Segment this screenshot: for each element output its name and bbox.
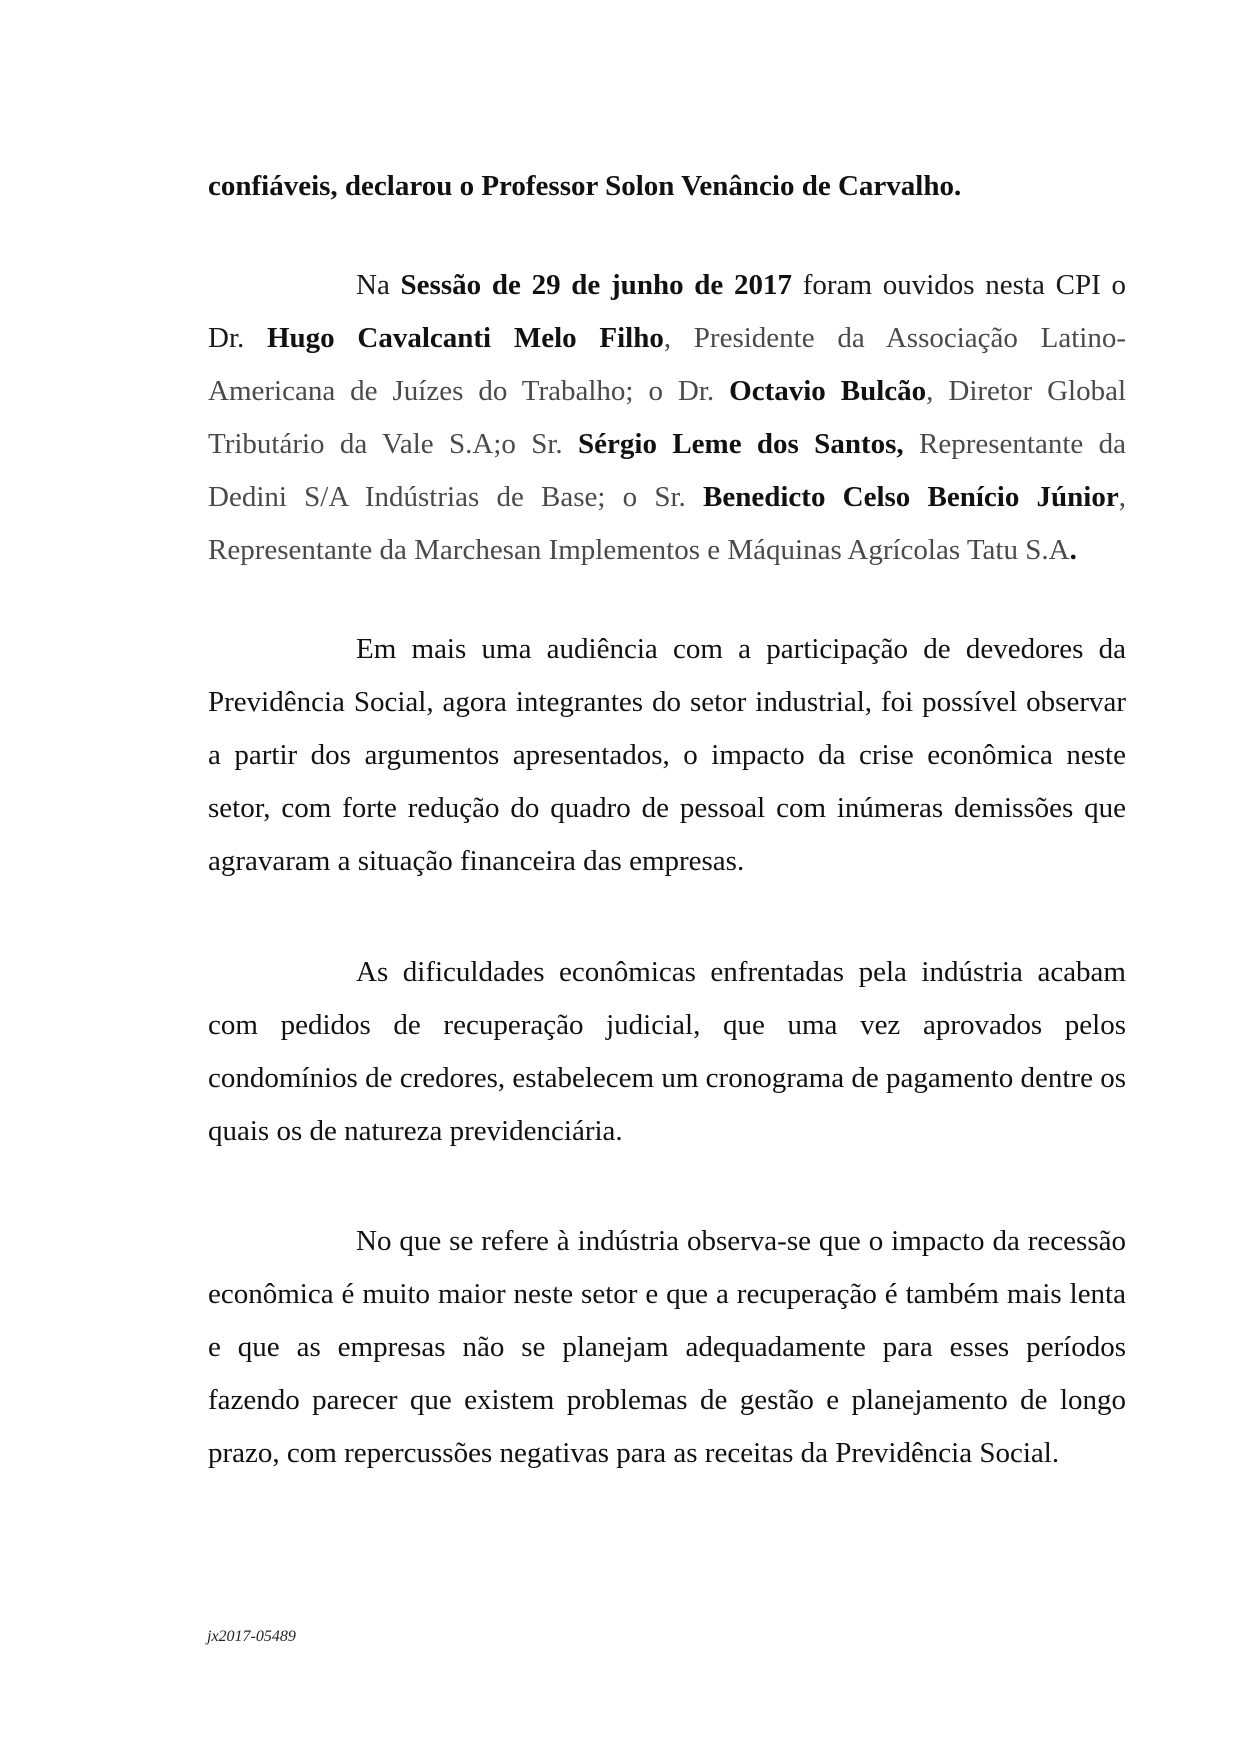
p1-text-2: foram ouvidos nesta CPI o Dr.	[208, 269, 1126, 354]
p1-final-period: .	[1069, 534, 1077, 566]
witness-name-benedicto: Benedicto Celso Benício Júnior	[703, 481, 1119, 513]
witness-name-octavio: Octavio Bulcão	[729, 375, 927, 407]
p1-text-5: Representante da Dedini S/A Indústrias de Base; o Sr.	[208, 428, 1126, 513]
p1-text-1: Na	[356, 269, 401, 301]
paragraph-industry-recession: No que se refere à indústria observa-se que o impacto da recessão econômica é muito maior neste setor e que a recuperação é também mais lenta e que as empresas não se planejam adequadamente para esses períodos fazendo parecer que existem problemas de gestão e planejamento de longo prazo, com repercussões negativas para as receitas da Previdência Social.	[208, 1225, 1126, 1469]
paragraph-economic-difficulties: As dificuldades econômicas enfrentadas pela indústria acabam com pedidos de recuperação judicial, que uma vez aprovados pelos condomínios de credores, estabelecem um cronograma de pagamento dentre os quais os de natureza previdenciária.	[208, 956, 1126, 1147]
p1-text-3: , Presidente da Associação Latino-Americana de Juízes do Trabalho; o Dr.	[208, 322, 1126, 407]
p1-text-6: , Representante da Marchesan Implementos e Máquinas Agrícolas Tatu S.A	[208, 481, 1126, 566]
paragraph-hearing-observation: Em mais uma audiência com a participação de devedores da Previdência Social, agora integrantes do setor industrial, foi possível observar a partir dos argumentos apresentados, o impacto da crise econômica neste setor, com forte redução do quadro de pessoal com inúmeras demissões que agravaram a situação financeira das empresas.	[208, 633, 1126, 877]
witness-name-hugo: Hugo Cavalcanti Melo Filho	[266, 322, 664, 354]
witness-name-sergio: Sérgio Leme dos Santos,	[578, 428, 904, 460]
paragraph-session-hearing	[208, 259, 1126, 577]
document-code: jx2017-05489	[207, 1628, 296, 1645]
p1-text-4: , Diretor Global Tributário da Vale S.A;o Sr.	[208, 375, 1127, 460]
opening-line: confiáveis, declarou o Professor Solon Venâncio de Carvalho.	[208, 170, 962, 202]
session-date: Sessão de 29 de junho de 2017	[400, 269, 793, 301]
